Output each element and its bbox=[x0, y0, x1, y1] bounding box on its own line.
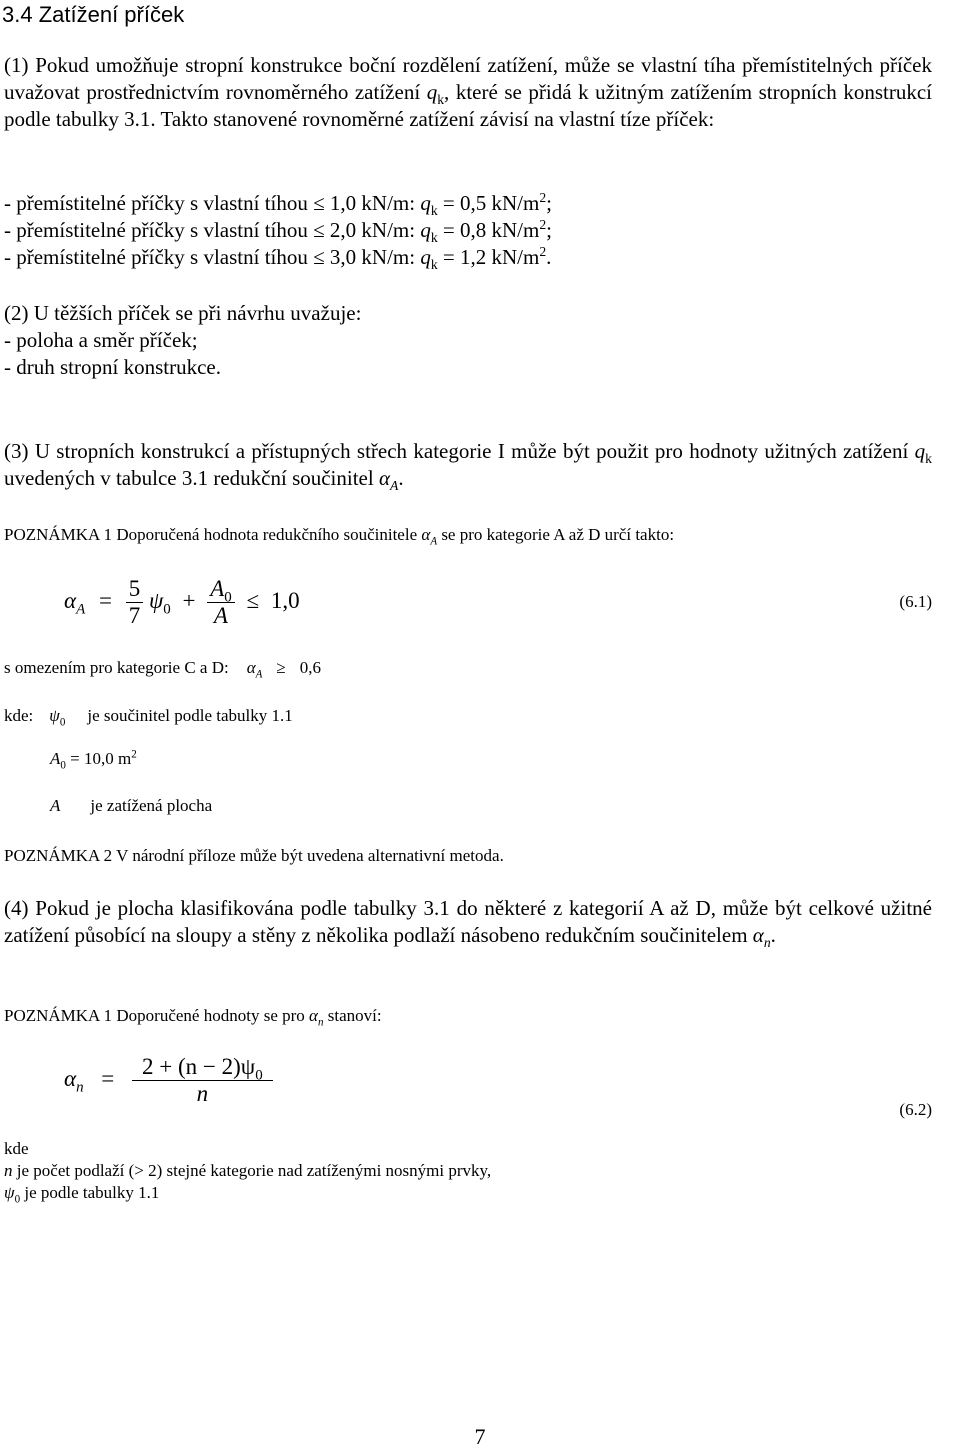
where-kde: kde bbox=[4, 1139, 29, 1158]
paragraph-2-intro: (2) U těžších příček se při návrhu uvažuje: bbox=[4, 301, 362, 325]
fraction: $\frac{A_0}{A}$ bbox=[207, 576, 235, 629]
equation-6-1: $\alpha_A$ = $\frac{5}{7}$ $\psi_0$ + $\frac{A_0}{A}$ ≤ 1,0 bbox=[64, 576, 300, 628]
paragraph-4: (4) Pokud je plocha klasifikována podle tabulky 3.1 do některé z kategorií A až D, může být celkové užitné zatížení působící na sloupy a stěny z několika podlaží násobeno redukčním součinitelem $\alpha_n$. bbox=[4, 896, 932, 951]
section-heading: 3.4 Zatížení příček bbox=[2, 2, 185, 27]
fraction: $\frac{5}{7}$ bbox=[126, 576, 144, 629]
where-n: n je počet podlaží (> 2) stejné kategorie nad zatíženými nosnými prvky, bbox=[4, 1161, 492, 1180]
list-item: - přemístitelné příčky s vlastní tíhou ≤ 1,0 kN/m: $q_k = 0,5$ $kN/m^2$; bbox=[4, 190, 553, 219]
list-item: - poloha a směr příček; bbox=[4, 328, 198, 352]
restriction-line: s omezením pro kategorie C a D: $\alpha_A \ge 0,6$ bbox=[4, 658, 321, 681]
note-1: POZNÁMKA 1 Doporučená hodnota redukčního součinitele $\alpha_A$ se pro kategorie A až D určí takto: bbox=[4, 525, 675, 548]
list-item: - přemístitelné příčky s vlastní tíhou ≤ 2,0 kN/m: $q_k = 0,8$ $kN/m^2$; bbox=[4, 217, 553, 246]
note-2: POZNÁMKA 2 V národní příloze může být uvedena alternativní metoda. bbox=[4, 846, 504, 865]
where-psi: $\psi_0$ je podle tabulky 1.1 bbox=[4, 1183, 160, 1206]
where-a: A je zatížená plocha bbox=[50, 796, 213, 815]
equation-number: (6.1) bbox=[899, 592, 932, 611]
where-a0: $A_0 = 10,0$ $m^2$ bbox=[50, 748, 137, 772]
page-number: 7 bbox=[474, 1424, 486, 1449]
equation-number: (6.2) bbox=[899, 1100, 932, 1119]
note-3: POZNÁMKA 1 Doporučené hodnoty se pro $\alpha_n$ stanoví: bbox=[4, 1006, 382, 1029]
list-item: - přemístitelné příčky s vlastní tíhou ≤ 3,0 kN/m: $q_k = 1,2$ $kN/m^2$. bbox=[4, 244, 552, 273]
fraction: $\frac{2 + (n - 2)\psi_0}{n}$ bbox=[132, 1054, 273, 1107]
paragraph-3: (3) U stropních konstrukcí a přístupných střech kategorie I může být použit pro hodnoty užitných zatížení $q_k$ uvedených v tabulce 3.1 redukční součinitel $\alpha_A$. bbox=[4, 439, 932, 494]
paragraph-1: (1) Pokud umožňuje stropní konstrukce boční rozdělení zatížení, může se vlastní tíha přemístitelných příček uvažovat prostřednictvím rovnoměrného zatížení $q_k$, které se přidá k užitným zatížením stropních konstrukcí podle tabulky 3.1. Takto stanovené rovnoměrné zatížení závisí na vlastní tíze příček: bbox=[4, 53, 932, 131]
where-psi: kde: $\psi_0$ je součinitel podle tabulky 1.1 bbox=[4, 706, 293, 729]
list-item: - druh stropní konstrukce. bbox=[4, 355, 221, 379]
equation-6-2: $\alpha_n$ = $\frac{2 + (n - 2)\psi_0}{n}$ bbox=[64, 1054, 273, 1107]
